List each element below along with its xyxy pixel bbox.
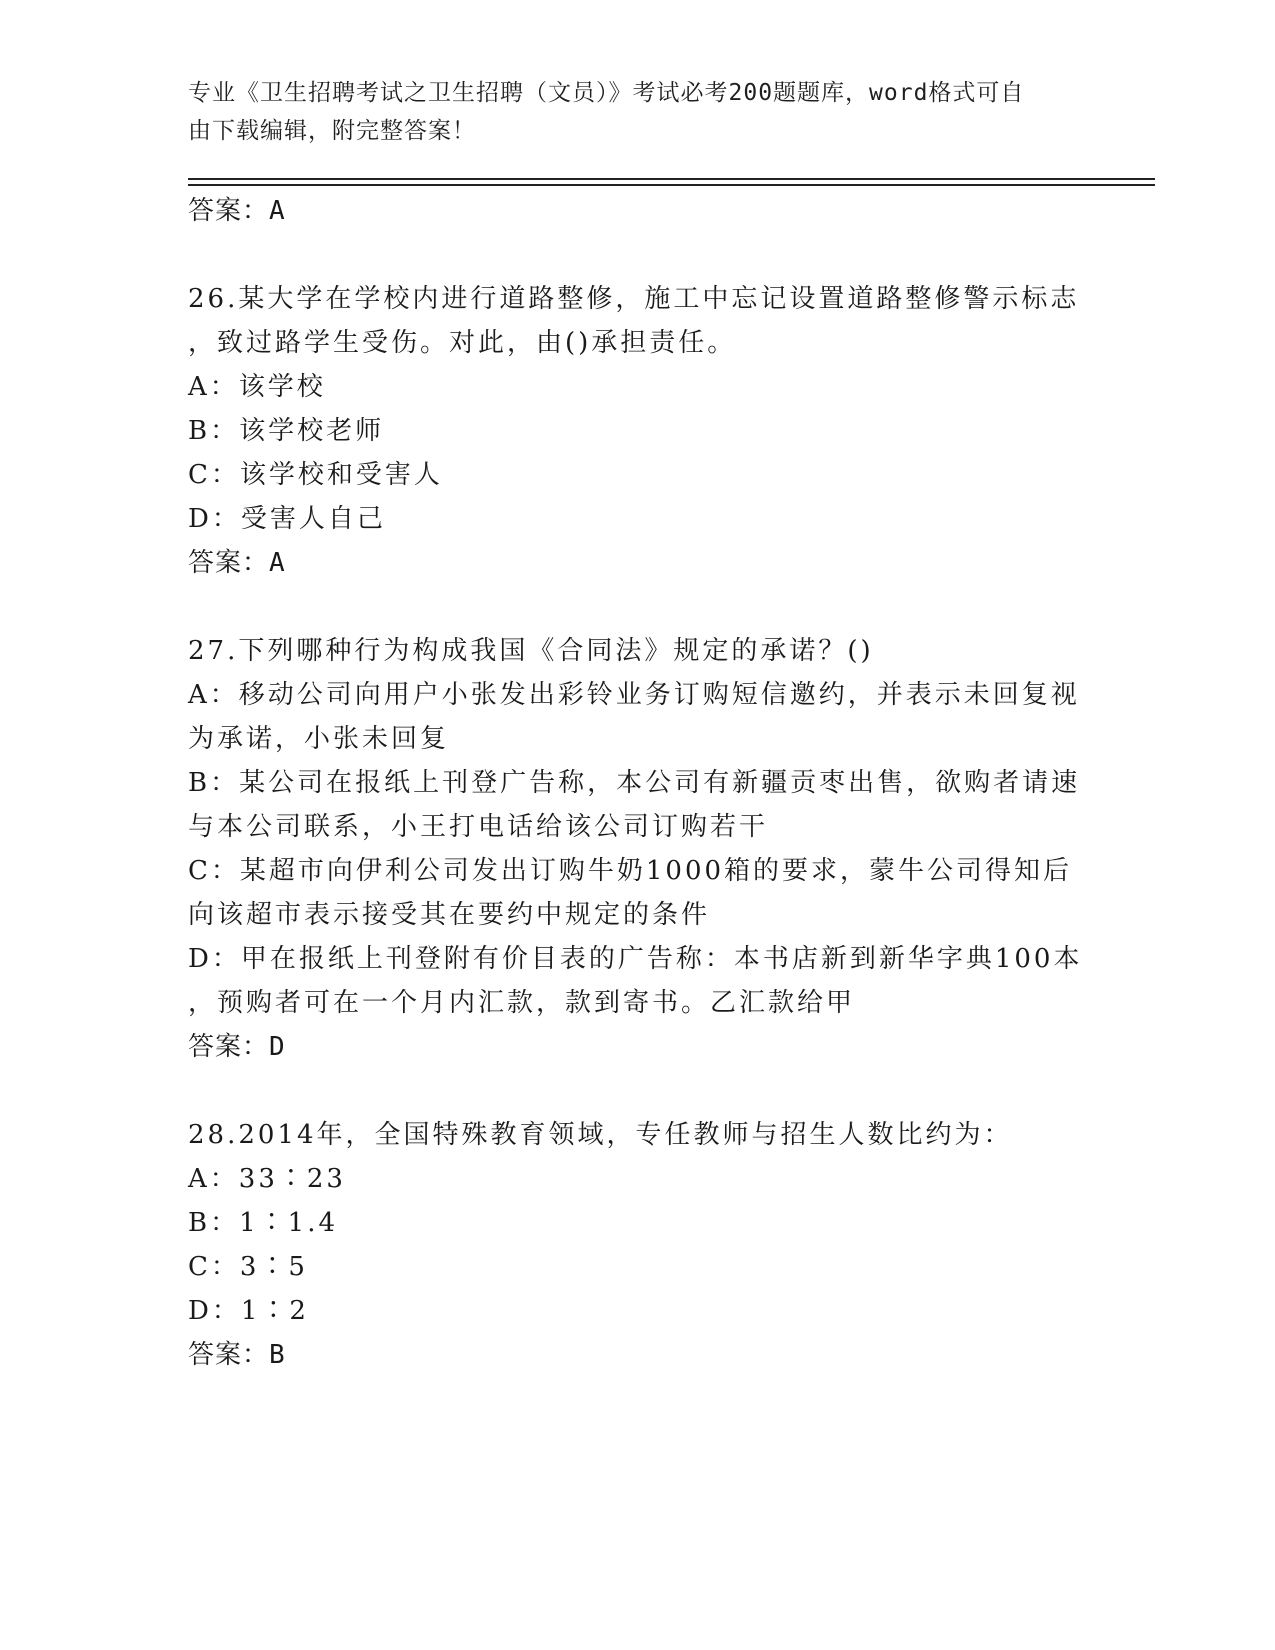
option-b: B：某公司在报纸上刊登广告称，本公司有新疆贡枣出售，欲购者请速 bbox=[188, 768, 1081, 798]
header-line-1: 专业《卫生招聘考试之卫生招聘（文员）》考试必考200题题库，word格式可自 bbox=[188, 80, 1025, 106]
header-rule-bottom bbox=[188, 184, 1155, 186]
header-line-2: 由下载编辑，附完整答案！ bbox=[188, 118, 476, 144]
answer: 答案：D bbox=[188, 1032, 286, 1062]
answer: 答案：B bbox=[188, 1340, 286, 1370]
document-header bbox=[188, 74, 1088, 150]
option-c: C：某超市向伊利公司发出订购牛奶1000箱的要求，蒙牛公司得知后 bbox=[188, 856, 1073, 886]
option-d-continued: ，预购者可在一个月内汇款，款到寄书。乙汇款给甲 bbox=[188, 988, 856, 1018]
question-stem: 28.2014年，全国特殊教育领域，专任教师与招生人数比约为： bbox=[188, 1120, 1013, 1150]
header-rule-top bbox=[188, 178, 1155, 180]
option-a: A：该学校 bbox=[188, 372, 326, 402]
option-c-continued: 向该超市表示接受其在要约中规定的条件 bbox=[188, 900, 711, 930]
option-d: D：受害人自己 bbox=[188, 504, 386, 534]
answer: 答案：A bbox=[188, 548, 286, 578]
previous-answer: 答案：A bbox=[188, 196, 286, 226]
option-d: D：1∶2 bbox=[188, 1296, 309, 1326]
option-c: C：该学校和受害人 bbox=[188, 460, 443, 490]
question-stem-continued: ，致过路学生受伤。对此，由()承担责任。 bbox=[188, 328, 737, 358]
option-b: B：1∶1.4 bbox=[188, 1208, 338, 1238]
question-stem: 27.下列哪种行为构成我国《合同法》规定的承诺？() bbox=[188, 636, 874, 666]
option-a: A：33∶23 bbox=[188, 1164, 346, 1194]
question-stem: 26.某大学在学校内进行道路整修，施工中忘记设置道路整修警示标志 bbox=[188, 284, 1080, 314]
option-c: C：3∶5 bbox=[188, 1252, 308, 1282]
option-b-continued: 与本公司联系，小王打电话给该公司订购若干 bbox=[188, 812, 769, 842]
option-a-continued: 为承诺，小张未回复 bbox=[188, 724, 450, 754]
option-d: D：甲在报纸上刊登附有价目表的广告称：本书店新到新华字典100本 bbox=[188, 944, 1083, 974]
option-a: A：移动公司向用户小张发出彩铃业务订购短信邀约，并表示未回复视 bbox=[188, 680, 1080, 710]
option-b: B：该学校老师 bbox=[188, 416, 385, 446]
